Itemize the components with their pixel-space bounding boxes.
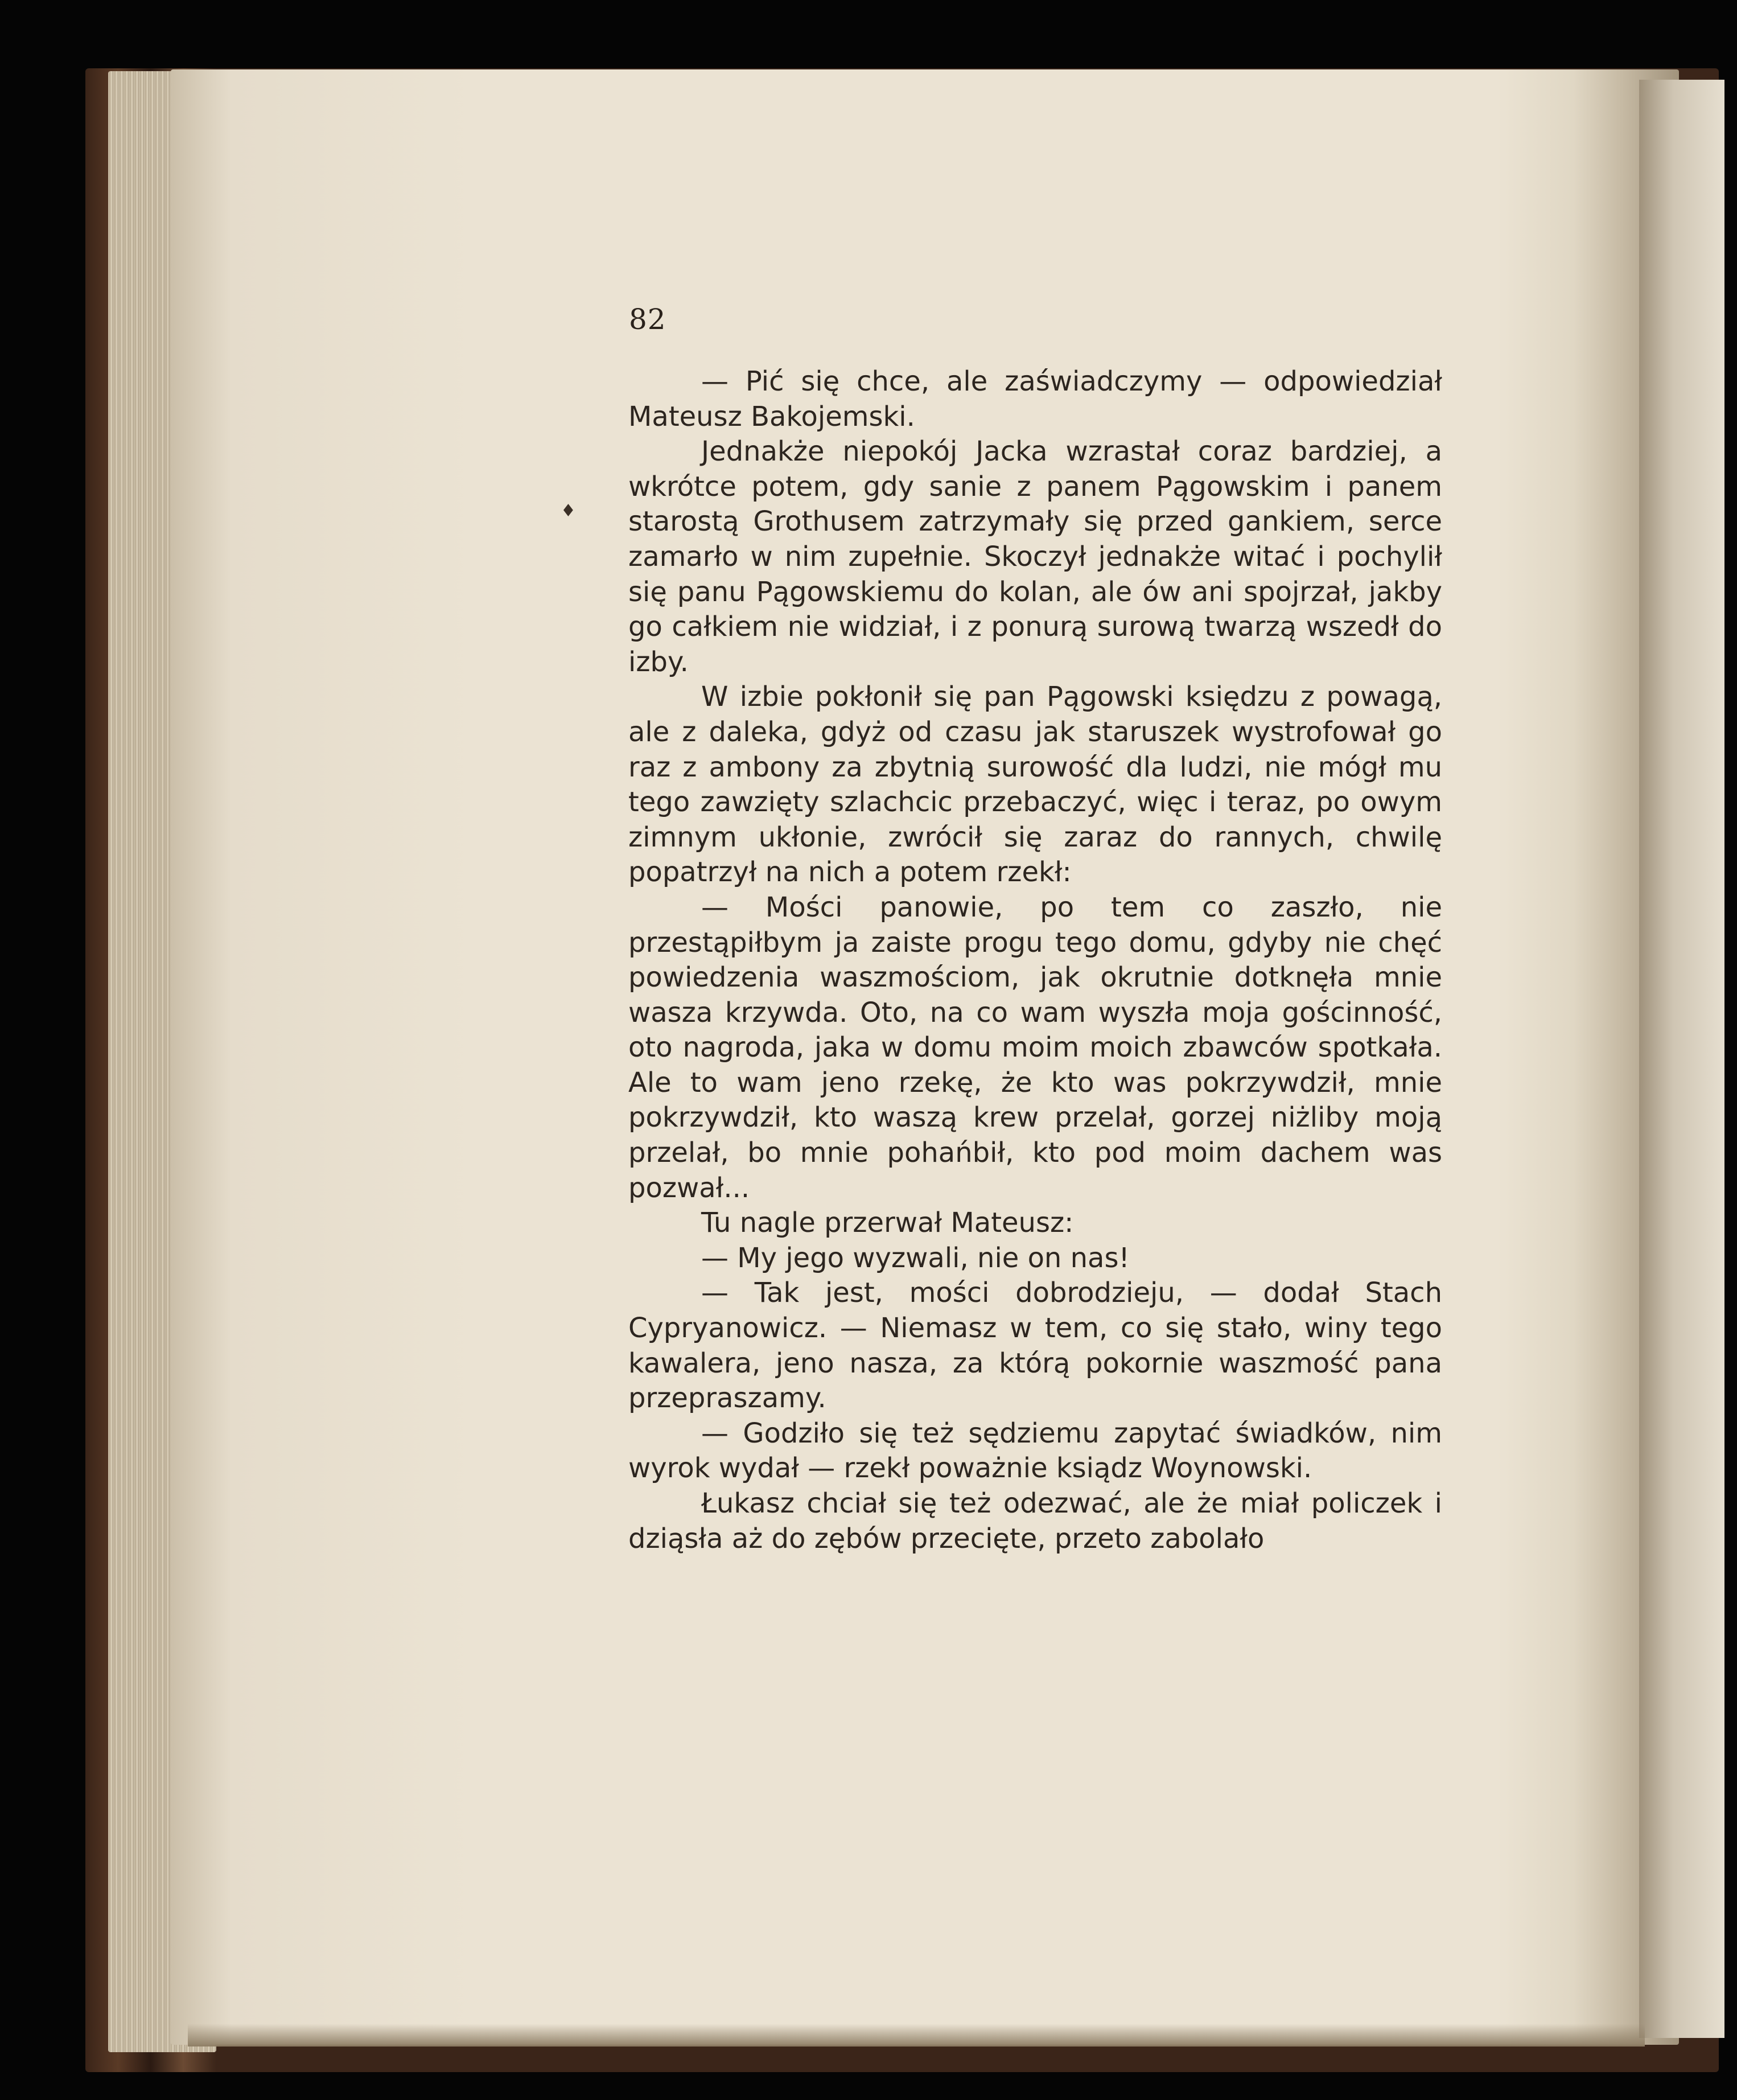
- paragraph-6: — My jego wyzwali, nie on nas!: [701, 1242, 1130, 1274]
- page-gutter: [1639, 80, 1724, 2038]
- margin-mark: ♦: [561, 501, 576, 521]
- paragraph-9: Łukasz chciał się też odezwać, ale że miał policzek i dziąsła aż do zębów przecięte, przeto zabolało: [628, 1487, 1442, 1555]
- paragraph-8: — Godziło się też sędziemu zapytać świadków, nim wyrok wydał — rzekł poważnie ksiądz Woynowski.: [628, 1417, 1442, 1485]
- paragraph-2: Jednakże niepokój Jacka wzrastał coraz bardziej, a wkrótce potem, gdy sanie z panem Pągowskim i panem starostą Grothusem zatrzymały się przed gankiem, serce zamarło w nim zupełnie. Skoczył jednakże witać i pochylił się panu Pągowskiemu do kolan, ale ów ani spojrzał, jakby go całkiem nie widział, i z ponurą surową twarzą wszedł do izby.: [628, 435, 1442, 678]
- page-bottom-edge: [188, 2024, 1645, 2046]
- paragraph-5: Tu nagle przerwał Mateusz:: [701, 1207, 1074, 1239]
- page-number: 82: [629, 303, 666, 336]
- paragraph-1: — Pić się chce, ale zaświadczymy — odpowiedział Mateusz Bakojemski.: [628, 365, 1442, 433]
- body-text: [628, 364, 1442, 1556]
- paragraph-4: — Mości panowie, po tem co zaszło, nie przestąpiłbym ja zaiste progu tego domu, gdyby nie chęć powiedzenia waszmościom, jak okrutnie dotknęła mnie wasza krzywda. Oto, na co wam wyszła moja gościnność, oto nagroda, jaka w domu moim moich zbawców spotkała. Ale to wam jeno rzekę, że kto was pokrzywdził, mnie pokrzywdził, kto waszą krew przelał, gorzej niżliby moją przelał, bo mnie pohańbił, kto pod moim dachem was pozwał...: [628, 891, 1442, 1204]
- paragraph-3: W izbie pokłonił się pan Pągowski księdzu z powagą, ale z daleka, gdyż od czasu jak staruszek wystrofował go raz z ambony za zbytnią surowość dla ludzi, nie mógł mu tego zawzięty szlachcic przebaczyć, więc i teraz, po owym zimnym ukłonie, zwrócił się zaraz do rannych, chwilę popatrzył na nich a potem rzekł:: [628, 681, 1442, 889]
- paragraph-7: — Tak jest, mości dobrodzieju, — dodał Stach Cypryanowicz. — Niemasz w tem, co się stało, winy tego kawalera, jeno nasza, za którą pokornie waszmość pana przepraszamy.: [628, 1277, 1442, 1415]
